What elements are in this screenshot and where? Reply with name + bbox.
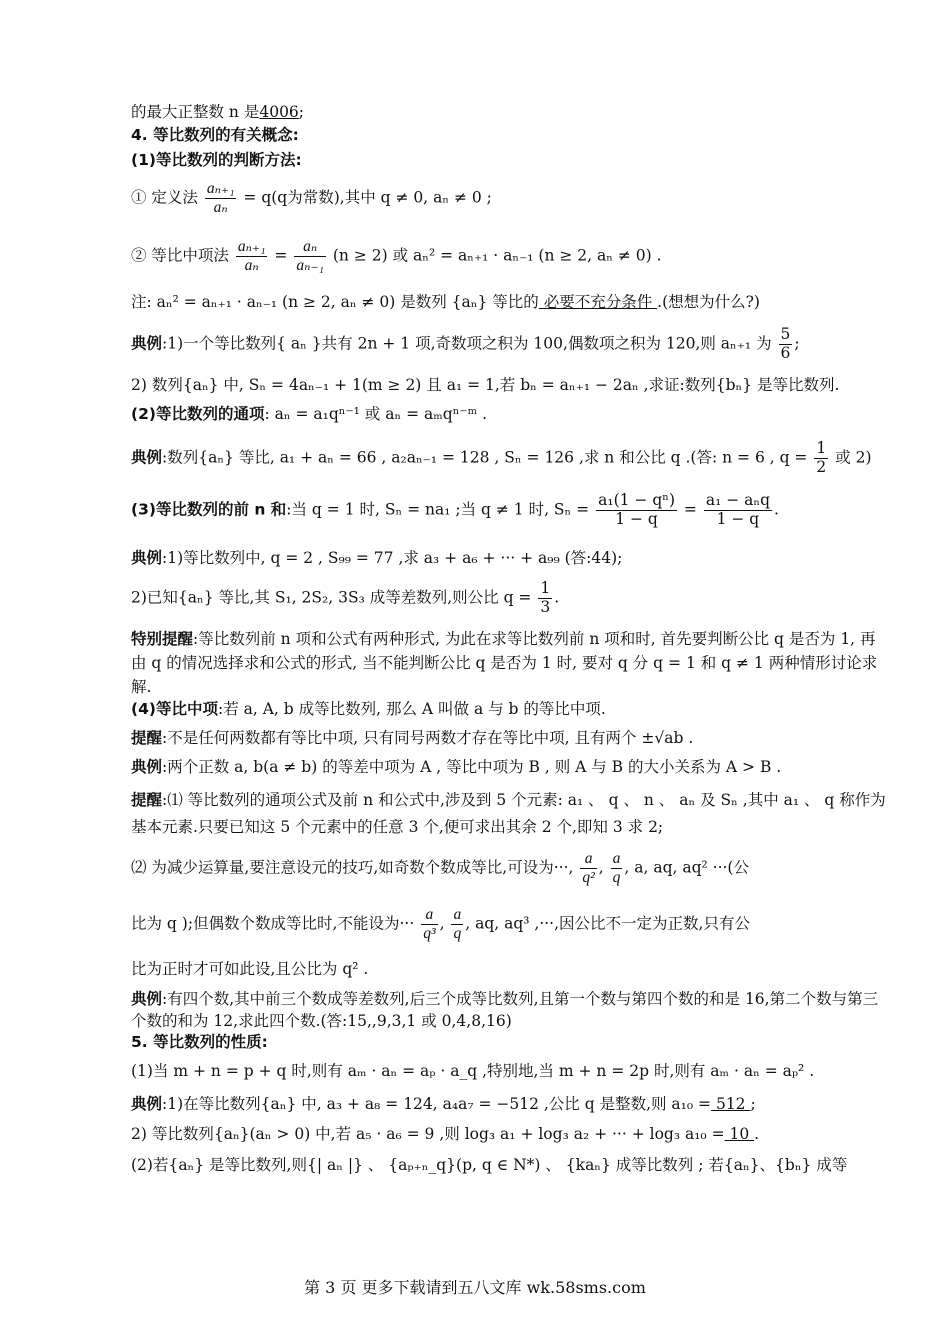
line-text: ;	[794, 334, 800, 353]
subsection-heading: (2)等比数列的通项	[131, 405, 265, 423]
numerator: aₙ₊₁	[206, 180, 235, 197]
denominator: 1 − q	[716, 509, 760, 528]
text-line	[131, 759, 890, 777]
numerator: 1	[540, 579, 551, 597]
numerator: 5	[780, 325, 791, 343]
line-text: :等比数列前 n 项和公式有两种形式, 为此在求等比数列前 n 项和时, 首先要判断公比 q 是否为 1, 再由 q 的情况选择求和公式的形式, 当不能判断公比 q 是否为 1 时, 要对 q 分 q = 1 和 q ≠ 1 两种情形讨论求解.	[131, 630, 878, 696]
numerator: aₙ	[294, 238, 326, 257]
fraction	[779, 326, 793, 363]
fraction	[580, 850, 596, 887]
denominator: aₙ	[244, 256, 259, 274]
text-line	[131, 730, 890, 748]
line-text: :有四个数,其中前三个数成等差数列,后三个成等比数列,且第一个数与第四个数的和是 16,第二个数与第三个数的和为 12,求此四个数.(答:15,,9,3,1 或 0,4,8,16)	[131, 990, 879, 1030]
text-line	[131, 1126, 890, 1144]
line-text: : aₙ = a₁qⁿ⁻¹ 或 aₙ = aₘqⁿ⁻ᵐ .	[264, 405, 487, 423]
denominator: aₙ	[213, 198, 228, 216]
fraction	[294, 238, 326, 275]
text-line	[131, 326, 890, 363]
line-text: :当 q = 1 时, Sₙ = na₁ ;当 q ≠ 1 时, Sₙ =	[286, 500, 590, 519]
text-line	[131, 406, 890, 424]
text-line: 比为 q );但偶数个数成等比时,不能设为··· $\frac{a}{\text{q³}}$ , $\frac{a}{q}$ , aq, aq³ ,···,因公比不一定为正数,只有公	[131, 906, 750, 942]
line-text: = q(q为常数),其中 q ≠ 0, aₙ ≠ 0 ;	[243, 188, 492, 207]
page-footer: 第 3 页 更多下载请到五八文库 wk.58sms.com	[304, 1278, 646, 1297]
answer-blank: 4006	[259, 103, 299, 121]
line-text: ⑵ 为减少运算量,要注意设元的技巧,如奇数个数成等比,可设为···,	[131, 858, 574, 877]
example-label: 典例	[131, 334, 163, 353]
denominator: 1 − q	[615, 509, 658, 528]
text-line: (2)若{aₙ} 是等比数列,则{| aₙ |} 、 {aₚ₊ₙ_q}(p, q ∈ N*) 、 {kaₙ} 成等比数列 ; 若{aₙ}、{bₙ} 成等	[131, 1156, 848, 1174]
example-label: 典例	[131, 448, 163, 467]
tip-label: 特别提醒	[131, 630, 194, 648]
text-line: (3)等比数列的前 n 和:当 q = 1 时, Sₙ = na₁ ;当 q ≠ 1 时, Sₙ = $\frac{\text{a₁(1 − qⁿ)}}{1 - q}$ = $\frac{\text{a₁ − aₙq}}{1 - q}$ .	[131, 491, 779, 528]
denominator: aₙ₋₁	[296, 256, 324, 274]
example-label: 典例	[131, 758, 163, 776]
line-text: 或 2)	[835, 448, 872, 467]
text-line	[131, 550, 890, 568]
fraction	[611, 850, 623, 887]
fraction	[421, 906, 437, 943]
denominator: q	[612, 868, 621, 886]
numerator: a	[580, 850, 596, 869]
fraction	[704, 492, 772, 529]
line-text: ;	[750, 1095, 756, 1113]
text-line	[131, 104, 890, 122]
text-line: 2) 数列{aₙ} 中, Sₙ = 4aₙ₋₁ + 1(m ≥ 2) 且 a₁ = 1,若 bₙ = aₙ₊₁ − 2aₙ ,求证:数列{bₙ} 是等比数列.	[131, 376, 840, 394]
line-text: 注: aₙ² = aₙ₊₁ · aₙ₋₁ (n ≥ 2, aₙ ≠ 0) 是数列 {aₙ} 等比的	[131, 293, 539, 311]
text-line: ② 等比中项法 $\frac{\text{aₙ₊₁}}{\text{aₙ}}$ = $\frac{\text{aₙ}}{\text{aₙ₋₁}}$ (n ≥ 2) 或 aₙ² = aₙ₊₁ · aₙ₋₁ (n ≥ 2, aₙ ≠ 0) .	[131, 238, 662, 274]
fraction	[814, 440, 828, 477]
section-heading: 4. 等比数列的有关概念:	[131, 126, 299, 144]
line-text: :⑴ 等比数列的通项公式及前 n 和公式中,涉及到 5 个元素: a₁ 、 q 、 n 、 aₙ 及 Sₙ ,其中 a₁ 、 q 称作为基本元素.只要已知这 5 个元素中的任意 3 个,便可求出其余 2 个,即知 3 求 2;	[131, 791, 886, 836]
answer-blank: 512	[711, 1095, 751, 1113]
reminder-label: 提醒	[131, 791, 163, 809]
text-line	[131, 1096, 890, 1114]
numerator: a	[421, 906, 437, 925]
denominator: q	[453, 924, 462, 942]
line-text: :若 a, A, b 成等比数列, 那么 A 叫做 a 与 b 的等比中项.	[217, 700, 606, 718]
reminder-label: 提醒	[131, 729, 163, 747]
fraction	[538, 580, 552, 617]
line-text: ① 定义法	[131, 188, 198, 207]
answer-blank: 必要不充分条件	[538, 293, 658, 311]
paragraph	[131, 627, 890, 699]
line-text: :不是任何两数都有等比中项, 只有同号两数才存在等比中项, 且有两个 ±√ab .	[162, 729, 694, 747]
line-text: :数列{aₙ} 等比, a₁ + aₙ = 66 , a₂aₙ₋₁ = 128 , Sₙ = 126 ,求 n 和公比 q .(答: n = 6 , q =	[162, 448, 808, 467]
line-text: :1)等比数列中, q = 2 , S₉₉ = 77 ,求 a₃ + a₆ + ··· + a₉₉ (答:44);	[162, 549, 623, 567]
subsection-heading: (4)等比中项	[131, 700, 218, 718]
text-line: ⑵ 为减少运算量,要注意设元的技巧,如奇数个数成等比,可设为···, $\frac{a}{\text{q²}}$ , $\frac{a}{q}$ , a, aq, aq² ···(公	[131, 850, 749, 886]
paragraph	[131, 988, 890, 1032]
line-text: :两个正数 a, b(a ≠ b) 的等差中项为 A , 等比中项为 B , 则 A 与 B 的大小关系为 A > B .	[162, 758, 782, 776]
subsection-heading: (1)等比数列的判断方法:	[131, 151, 302, 169]
denominator: 6	[780, 343, 791, 362]
line-text: , a, aq, aq² ···(公	[624, 858, 749, 877]
numerator: a	[612, 850, 621, 867]
text-line: 比为正时才可如此设,且公比为 q² .	[131, 960, 369, 978]
numerator: a	[453, 906, 462, 923]
line-text: (n ≥ 2) 或 aₙ² = aₙ₊₁ · aₙ₋₁ (n ≥ 2, aₙ ≠ 0) .	[332, 246, 662, 265]
numerator: a₁ − aₙq	[705, 491, 771, 509]
line-text: .(想想为什么?)	[657, 293, 760, 311]
text-line	[131, 180, 890, 217]
numerator: aₙ₊₁	[237, 238, 266, 255]
fraction	[236, 238, 268, 275]
line-text: 2) 等比数列{aₙ}(aₙ > 0) 中,若 a₅ · a₆ = 9 ,则 log₃ a₁ + log₃ a₂ + ··· + log₃ a₁₀ =	[131, 1125, 725, 1143]
paragraph	[131, 787, 890, 841]
text-line	[131, 701, 890, 719]
numerator: a₁(1 − qⁿ)	[598, 491, 675, 509]
fraction	[451, 906, 463, 943]
line-text: ;	[298, 103, 305, 121]
example-label: 典例	[131, 549, 163, 567]
line-text: , aq, aq³ ,···,因公比不一定为正数,只有公	[465, 914, 750, 933]
fraction	[205, 180, 237, 217]
line-text: :1)一个等比数列{ aₙ }共有 2n + 1 项,奇数项之积为 100,偶数项之积为 120,则 aₙ₊₁ 为	[162, 334, 772, 353]
line-text: :1)在等比数列{aₙ} 中, a₃ + a₈ = 124, a₄a₇ = −512 ,公比 q 是整数,则 a₁₀ =	[162, 1095, 712, 1113]
denominator: q³	[423, 924, 436, 942]
denominator: 3	[540, 597, 551, 616]
section-heading: 5. 等比数列的性质:	[131, 1033, 268, 1051]
answer-blank: 10	[724, 1125, 755, 1143]
text-line: (1)当 m + n = p + q 时,则有 aₘ · aₙ = aₚ · a_q ,特别地,当 m + n = 2p 时,则有 aₘ · aₙ = aₚ² .	[131, 1062, 815, 1080]
line-text: ② 等比中项法	[131, 246, 229, 265]
line-text: .	[754, 1125, 760, 1143]
text-line	[131, 294, 890, 312]
denominator: 2	[816, 457, 827, 476]
line-text: 比为 q );但偶数个数成等比时,不能设为···	[131, 914, 415, 933]
line-text: 2)已知{aₙ} 等比,其 S₁, 2S₂, 3S₃ 成等差数列,则公比 q =	[131, 588, 532, 607]
line-text: 的最大正整数 n 是	[131, 103, 260, 121]
numerator: 1	[816, 439, 827, 457]
denominator: q²	[582, 868, 595, 886]
text-line: 2)已知{aₙ} 等比,其 S₁, 2S₂, 3S₃ 成等差数列,则公比 q = $\frac{1}{3}$ .	[131, 579, 560, 616]
subsection-heading: (3)等比数列的前 n 和	[131, 500, 287, 519]
example-label: 典例	[131, 990, 163, 1008]
fraction	[596, 492, 677, 529]
text-line	[131, 440, 890, 477]
example-label: 典例	[131, 1095, 163, 1113]
